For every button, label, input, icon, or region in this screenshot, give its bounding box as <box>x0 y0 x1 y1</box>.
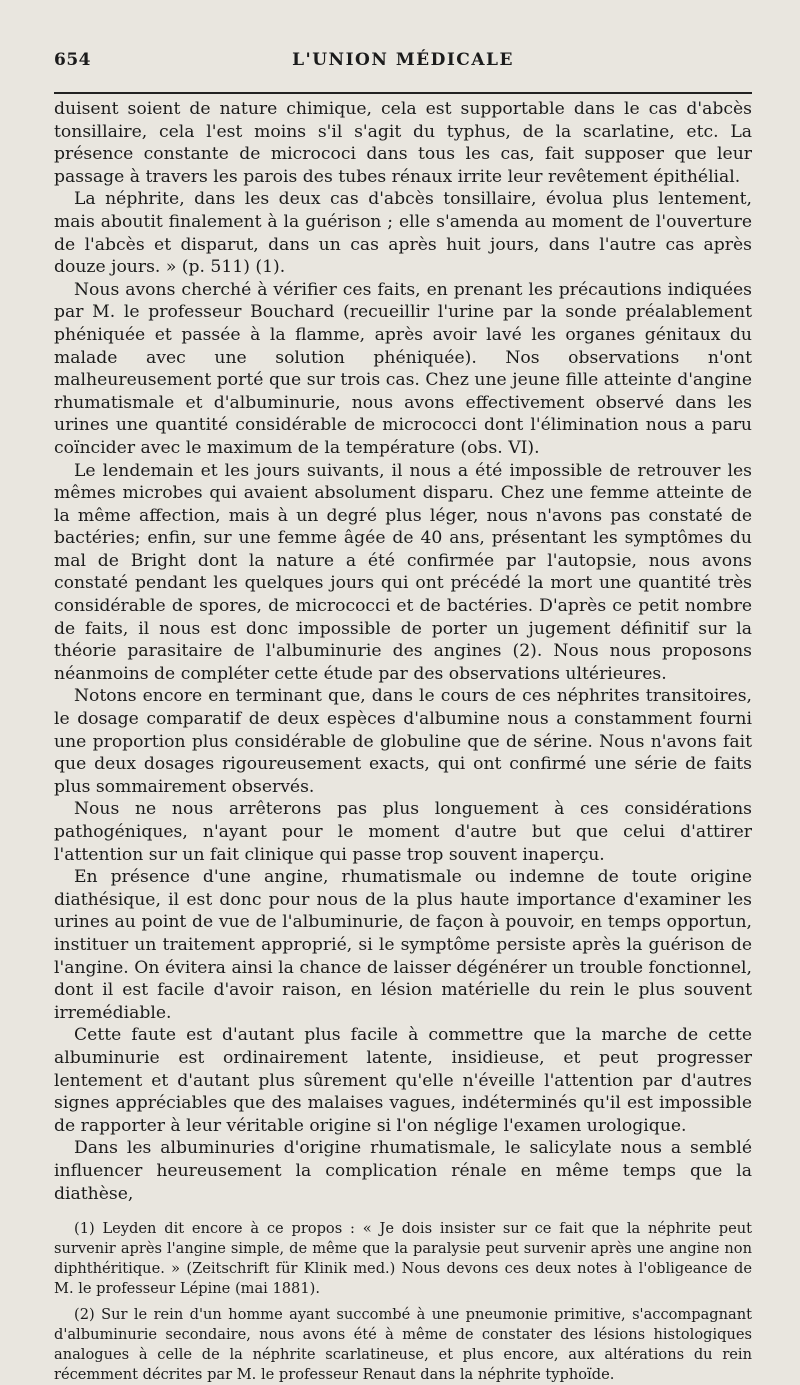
paragraph-6: Nous ne nous arrêterons pas plus longuement à ces considérations pathogéniques, n'ayant pour le moment d'autre but que celui d'attirer l'attention sur un fait clinique qui passe trop souvent inaperçu. <box>54 799 752 865</box>
paragraph-2: La néphrite, dans les deux cas d'abcès tonsillaire, évolua plus lentement, mais aboutit finalement à la guérison ; elle s'amenda au moment de l'ouverture de l'abcès et disparut, dans un cas après huit jours, dans l'autre cas après douze jours. » (p. 511) (1). <box>54 189 752 278</box>
page-header <box>54 50 752 80</box>
footnote-2: (2) Sur le rein d'un homme ayant succombé à une pneumonie primitive, s'accompagnant d'albuminurie secondaire, nous avons été à même de constater des lésions histologiques analogues à celle de la néphrite scarlatineuse, et plus encore, aux altérations du rein récemment décrites par M. le professeur Renaut dans la néphrite typhoïde. <box>54 1306 752 1384</box>
paragraph-7: En présence d'une angine, rhumatismale ou indemne de toute origine diathésique, il est donc pour nous de la plus haute importance d'examiner les urines au point de vue de l'albuminurie, de façon à pouvoir, en temps opportun, instituer un traitement approprié, si le symptôme persiste après la guérison de l'angine. On évitera ainsi la chance de laisser dégénérer un trouble fonctionnel, dont il est facile d'avoir raison, en lésion matérielle du rein le plus souvent irremédiable. <box>54 867 752 1023</box>
paragraph-8: Cette faute est d'autant plus facile à commettre que la marche de cette albuminurie est ordinairement latente, insidieuse, et peut progresser lentement et d'autant plus sûrement qu'elle n'éveille l'attention par d'autres signes appréciables que des malaises vagues, indéterminés qu'il est impossible de rapporter à leur véritable origine si l'on néglige l'examen urologique. <box>54 1025 752 1136</box>
page-number: 654 <box>54 50 91 70</box>
paragraph-4: Le lendemain et les jours suivants, il nous a été impossible de retrouver les mêmes microbes qui avaient absolument disparu. Chez une femme atteinte de la même affection, mais à un degré plus léger, nous n'avons pas constaté de bactéries; enfin, sur une femme âgée de 40 ans, présentant les symptômes du mal de Bright dont la nature a été confirmée par l'autopsie, nous avons constaté pendant les quelques jours qui ont précédé la mort une quantité très considérable de spores, de micrococci et de bactéries. D'après ce petit nombre de faits, il nous est donc impossible de porter un jugement définitif sur la théorie parasitaire de l'albuminurie des angines (2). Nous nous proposons néanmoins de compléter cette étude par des observations ultérieures. <box>54 460 752 684</box>
running-title: L'UNION MÉDICALE <box>292 50 514 70</box>
paragraph-3: Nous avons cherché à vérifier ces faits, en prenant les précautions indiquées par M. le professeur Bouchard (recueillir l'urine par la sonde préalablement phéniquée et passée à la flamme, après avoir lavé les organes génitaux du malade avec une solution phéniquée). Nos observations n'ont malheureusement porté que sur trois cas. Chez une jeune fille atteinte d'angine rhumatismale et d'albuminurie, nous avons effectivement observé dans les urines une quantité considérable de micrococci dont l'élimination nous a paru coïncider avec le maximum de la température (obs. VI). <box>54 279 752 458</box>
paragraph-1: duisent soient de nature chimique, cela est supportable dans le cas d'abcès tonsillaire, cela l'est moins s'il s'agit du typhus, de la scarlatine, etc. La présence constante de micrococi dans tous les cas, fait supposer que leur passage à travers les parois des tubes rénaux irrite leur revêtement épithélial. <box>54 99 752 187</box>
footnotes <box>54 1219 752 1385</box>
paragraph-5: Notons encore en terminant que, dans le cours de ces néphrites transitoires, le dosage comparatif de deux espèces d'albumine nous a constamment fourni une proportion plus considérable de globuline que de sérine. Nous n'avons fait que deux dosages rigoureusement exacts, qui ont confirmé une série de faits plus sommairement observés. <box>54 686 752 797</box>
header-rule <box>54 92 752 94</box>
footnote-1: (1) Leyden dit encore à ce propos : « Je dois insister sur ce fait que la néphrite peut survenir après l'angine simple, de même que la paralysie peut survenir après une angine non diphthéritique. » (Zeitschrift für Klinik med.) Nous devons ces deux notes à l'obligeance de M. le professeur Lépine (mai 1881). <box>54 1220 752 1298</box>
body-text <box>54 98 752 1205</box>
paragraph-9: Dans les albuminuries d'origine rhumatismale, le salicylate nous a semblé influencer heureusement la complication rénale en même temps que la diathèse, <box>54 1138 752 1204</box>
